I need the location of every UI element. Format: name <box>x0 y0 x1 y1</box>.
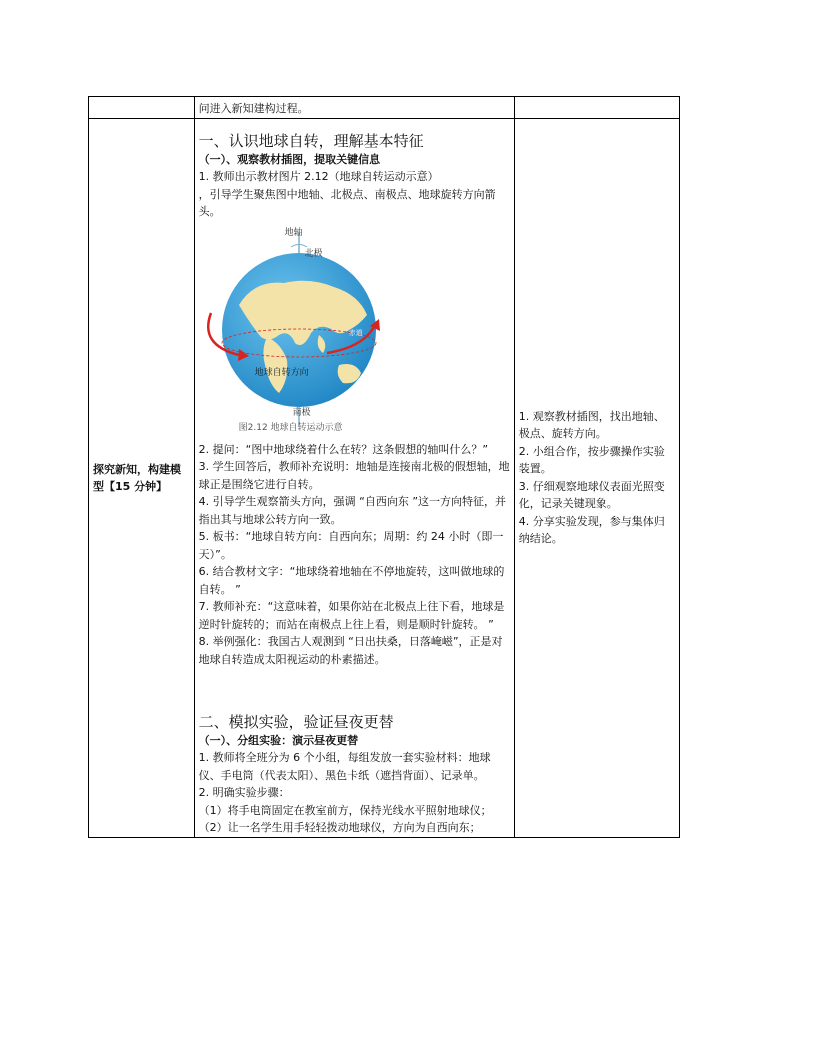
lesson-table <box>88 96 680 838</box>
row1-middle-cell <box>194 97 514 119</box>
list-item: 3. 仔细观察地球仪表面光照变化，记录关键现象。 <box>518 479 665 511</box>
table-row <box>89 97 680 119</box>
row1-right-cell <box>514 97 679 119</box>
list-item: 1. 观察教材插图，找出地轴、极点、旋转方向。 <box>518 409 665 441</box>
label-earth-axis: 地轴 <box>284 227 303 238</box>
section-title: 一、认识地球自转，理解基本特征 <box>198 132 424 150</box>
list-item: 4. 分享实验发现，参与集体归纳结论。 <box>518 514 665 546</box>
list-item: 8. 举例强化：我国古人观测到 “日出扶桑，日落崦嵫”，正是对地球自转造成太阳视运动的朴素描述。 <box>198 635 503 666</box>
label-north-pole: 北极 <box>304 248 323 259</box>
label-rotation-direction: 地球自转方向 <box>254 367 309 378</box>
paragraph: 1. 教师出示教材图片 2.12（地球自转运动示意） <box>198 170 439 183</box>
teacher-activity-cell <box>194 119 514 838</box>
stage-label-cell <box>89 119 195 838</box>
table-row <box>89 119 680 838</box>
list-item: 1. 教师将全班分为 6 个小组，每组发放一套实验材料：地球仪、手电筒（代表太阳）、黑色卡纸（遮挡背面）、记录单。 <box>198 751 491 782</box>
list-item: 2. 明确实验步骤： <box>198 786 290 799</box>
list-item: 4. 引导学生观察箭头方向，强调 “自西向东 ”这一方向特征，并指出其与地球公转方向一致。 <box>198 495 507 526</box>
row1-left-cell <box>89 97 195 119</box>
section-subtitle: （一）、观察教材插图，提取关键信息 <box>198 153 381 166</box>
section-subtitle: （一）、分组实验：演示昼夜更替 <box>198 734 359 747</box>
list-item: 6. 结合教材文字：“地球绕着地轴在不停地旋转，这叫做地球的自转。 ” <box>198 565 505 596</box>
list-item: 7. 教师补充：“这意味着，如果你站在北极点上往下看，地球是逆时针旋转的；而站在南极点上往上看，则是顺时针旋转。 ” <box>198 600 505 631</box>
label-south-pole: 南极 <box>292 407 311 418</box>
list-item: 5. 板书：“地球自转方向：自西向东；周期：约 24 小时（即一天）”。 <box>198 530 504 561</box>
figure-caption: 图2.12 地球自转运动示意 <box>238 422 343 433</box>
list-item: 2. 小组合作，按步骤操作实验装置。 <box>518 444 665 476</box>
section-title: 二、模拟实验，验证昼夜更替 <box>198 713 394 731</box>
list-item: 2. 提问：“图中地球绕着什么在转？这条假想的轴叫什么？” <box>198 442 489 456</box>
list-item: （2）让一名学生用手轻轻拨动地球仪，方向为自西向东； <box>198 821 481 834</box>
stage-label: 探究新知，构建模型【15 分钟】 <box>93 462 181 493</box>
list-item: （1）将手电筒固定在教室前方，保持光线水平照射地球仪； <box>198 803 492 817</box>
student-activity-cell <box>514 119 679 838</box>
label-equator: 赤道 <box>348 328 363 337</box>
row1-text: 问进入新知建构过程。 <box>198 102 309 115</box>
list-item: 3. 学生回答后，教师补充说明：地轴是连接南北极的假想轴，地球正是围绕它进行自转。 <box>198 460 510 491</box>
paragraph: ，引导学生聚焦图中地轴、北极点、南极点、地球旋转方向箭头。 <box>198 187 496 218</box>
earth-rotation-figure <box>199 225 499 437</box>
